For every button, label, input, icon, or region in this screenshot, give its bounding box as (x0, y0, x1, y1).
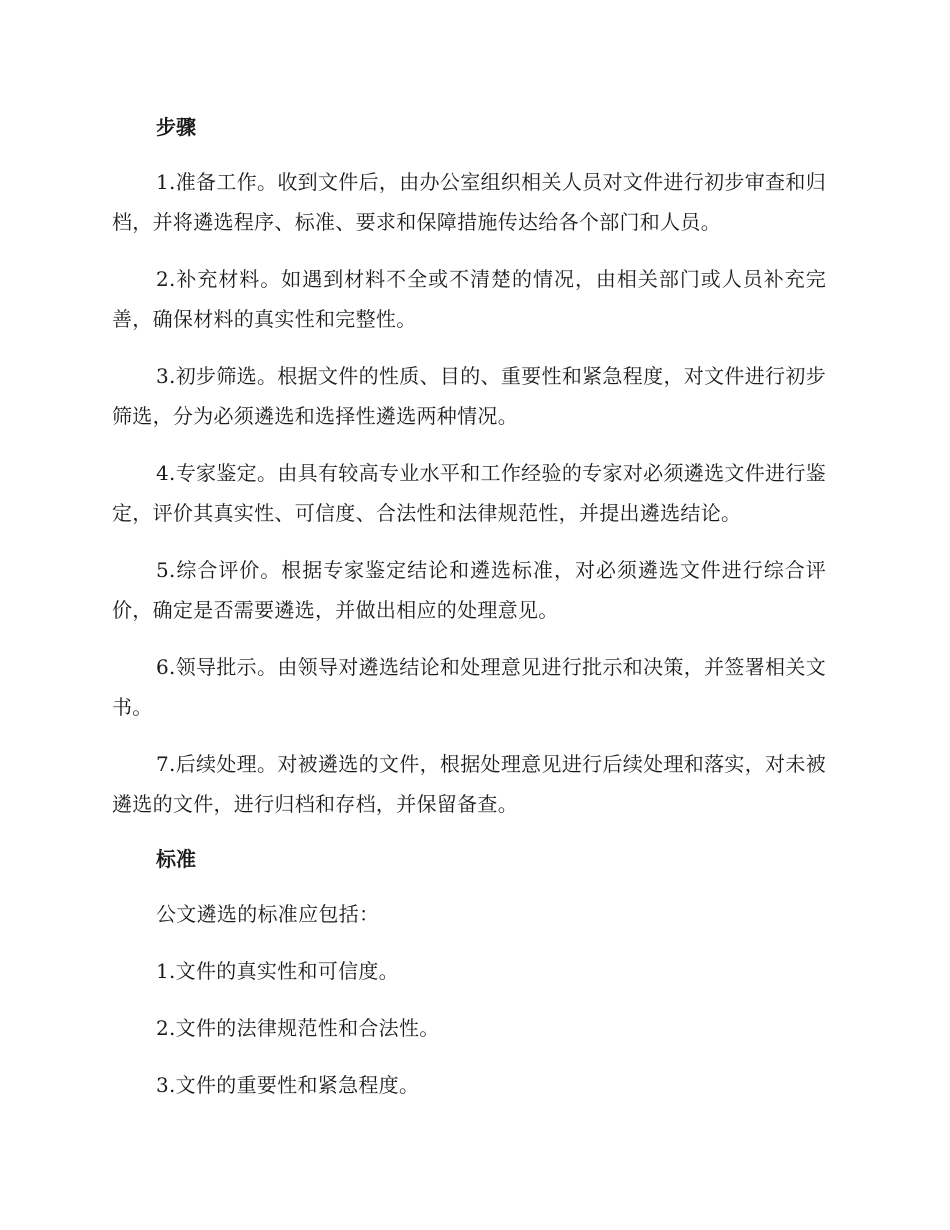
step-paragraph-5: 5.综合评价。根据专家鉴定结论和遴选标准，对必须遴选文件进行综合评价，确定是否需要遴选，并做出相应的处理意见。 (112, 558, 826, 622)
step-paragraph-1: 1.准备工作。收到文件后，由办公室组织相关人员对文件进行初步审查和归档，并将遴选程序、标准、要求和保障措施传达给各个部门和人员。 (112, 170, 826, 234)
step-paragraph-4: 4.专家鉴定。由具有较高专业水平和工作经验的专家对必须遴选文件进行鉴定，评价其真实性、可信度、合法性和法律规范性，并提出遴选结论。 (112, 461, 826, 525)
section-heading-steps: 步骤 (156, 115, 196, 139)
standard-item-1: 1.文件的真实性和可信度。 (156, 959, 399, 983)
step-paragraph-2: 2.补充材料。如遇到材料不全或不清楚的情况，由相关部门或人员补充完善，确保材料的真实性和完整性。 (112, 267, 826, 331)
standards-intro: 公文遴选的标准应包括： (156, 902, 380, 926)
step-paragraph-7: 7.后续处理。对被遴选的文件，根据处理意见进行后续处理和落实，对未被遴选的文件，进行归档和存档，并保留备查。 (112, 752, 826, 816)
standard-item-2: 2.文件的法律规范性和合法性。 (156, 1016, 440, 1040)
standard-item-3: 3.文件的重要性和紧急程度。 (156, 1073, 420, 1097)
step-paragraph-6: 6.领导批示。由领导对遴选结论和处理意见进行批示和决策，并签署相关文书。 (112, 655, 826, 719)
section-heading-standards: 标准 (156, 847, 196, 871)
document-body (112, 106, 826, 1105)
step-paragraph-3: 3.初步筛选。根据文件的性质、目的、重要性和紧急程度，对文件进行初步筛选，分为必须遴选和选择性遴选两种情况。 (112, 364, 826, 428)
